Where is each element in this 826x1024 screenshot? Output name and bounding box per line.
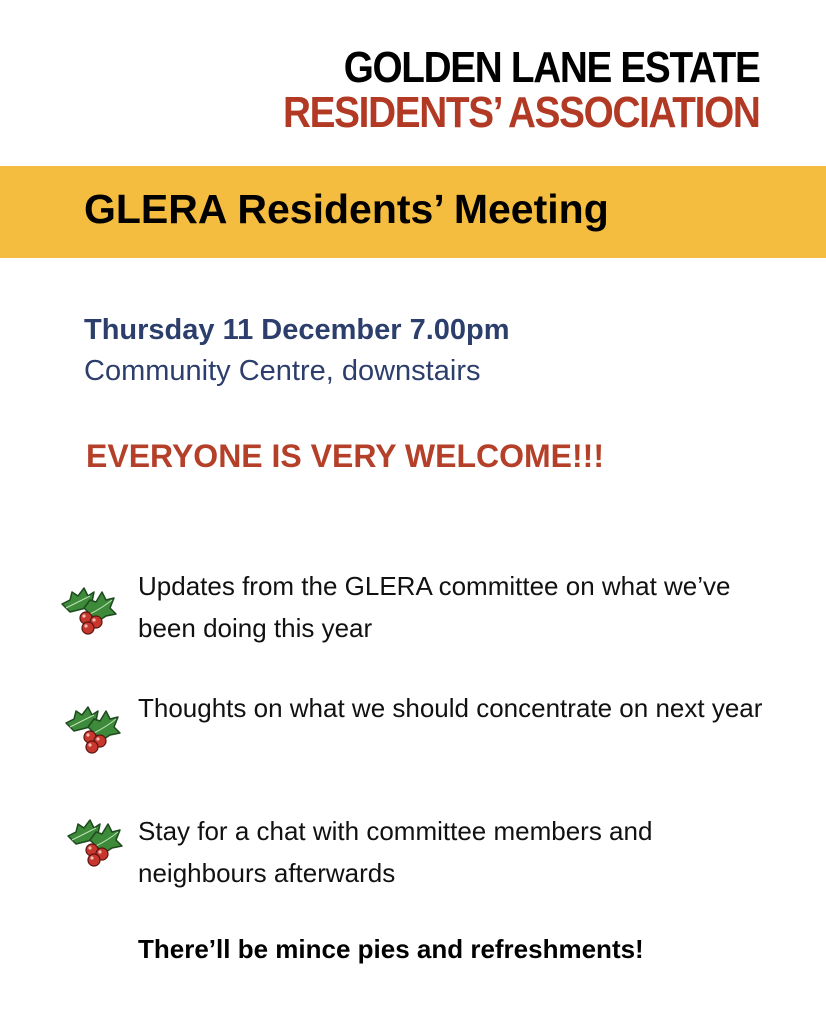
holly-icon [64,810,126,868]
meeting-title: GLERA Residents’ Meeting [84,186,609,232]
agenda-item: Thoughts on what we should concentrate on next year [138,693,763,723]
org-name-line2: RESIDENTS’ ASSOCIATION [283,88,760,137]
event-venue: Community Centre, downstairs [84,355,481,387]
agenda-item: Updates from the GLERA committee on what we’ve been doing this year [138,571,731,643]
org-header [218,43,760,137]
agenda-item: Stay for a chat with committee members and neighbours afterwards [138,816,653,888]
closing-note: There’ll be mince pies and refreshments! [138,934,644,964]
holly-icon [62,697,124,755]
org-name-line1: GOLDEN LANE ESTATE [344,43,760,92]
holly-icon [58,578,120,636]
welcome-message: EVERYONE IS VERY WELCOME!!! [86,438,604,474]
event-datetime: Thursday 11 December 7.00pm [84,314,510,346]
